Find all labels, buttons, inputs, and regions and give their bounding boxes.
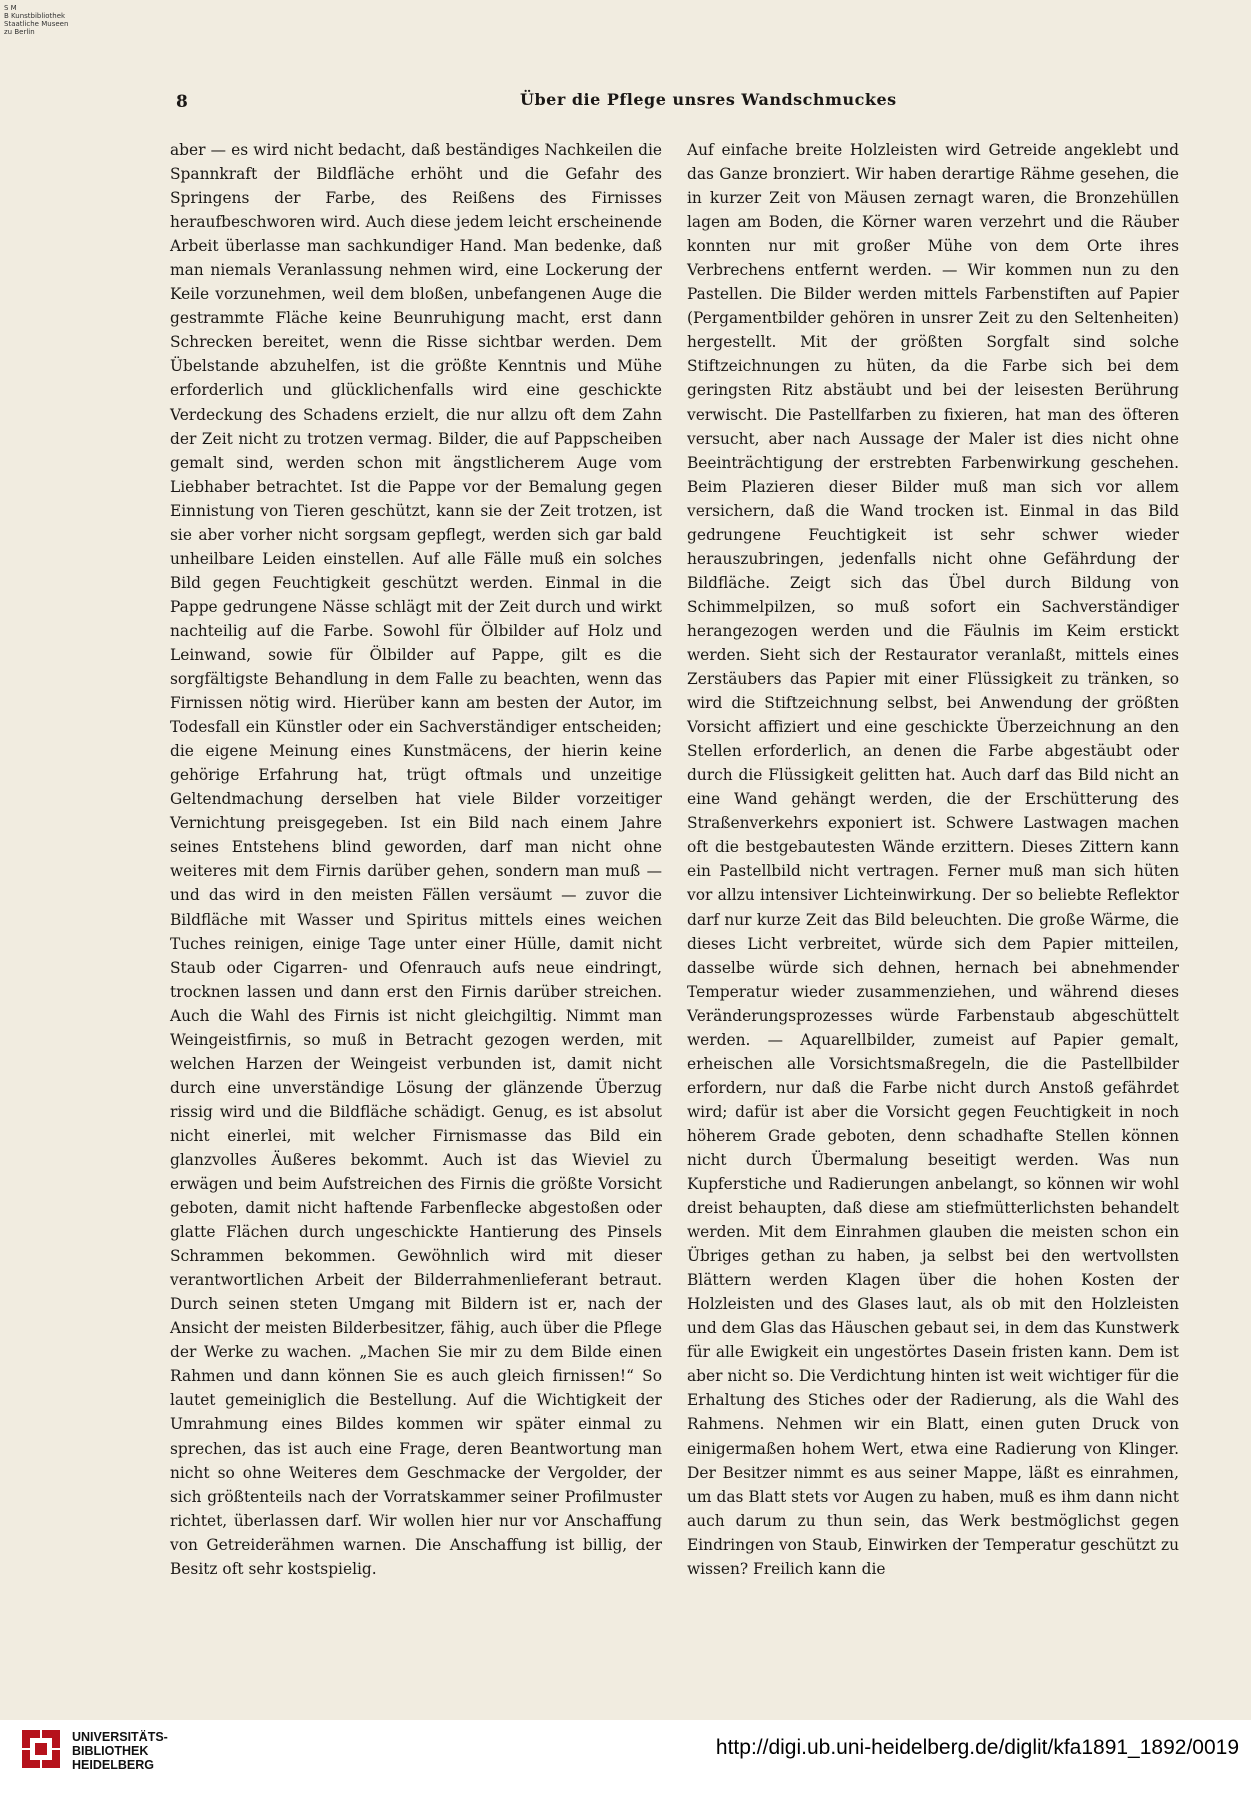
page-number: 8: [176, 92, 188, 112]
digitization-footer: [0, 1720, 1251, 1810]
library-name: UNIVERSITÄTS- BIBLIOTHEK HEIDELBERG: [72, 1730, 168, 1772]
museum-stamp: S M B Kunstbibliothek Staatliche Museen zu Berlin: [4, 4, 69, 36]
text-column-right: Auf einfache breite Holzleisten wird Getreide angeklebt und das Ganze bronziert. Wir haben derartige Rähme gesehen, die in kurzer Zeit von Mäusen zernagt waren, die Bronzehüllen lagen am Boden, die Körner waren verzehrt und die Räuber konnten nur mit großer Mühe von dem Orte ihres Verbrechens entfernt werden. — Wir kommen nun zu den Pastellen. Die Bilder werden mittels Farbenstiften auf Papier (Pergamentbilder gehören in unsrer Zeit zu den Seltenheiten) hergestellt. Mit der größten Sorgfalt sind solche Stiftzeichnungen zu hüten, da die Farbe sich bei dem geringsten Ritz abstäubt und bei der leisesten Berührung verwischt. Die Pastellfarben zu fixieren, hat man des öfteren versucht, aber nach Aussage der Maler ist dies nicht ohne Beeinträchtigung der erstrebten Farbenwirkung geschehen. Beim Plazieren dieser Bilder muß man sich vor allem versichern, daß die Wand trocken ist. Einmal in das Bild gedrungene Feuchtigkeit ist sehr schwer wieder herauszubringen, jedenfalls nicht ohne Gefährdung der Bildfläche. Zeigt sich das Übel durch Bildung von Schimmelpilzen, so muß sofort ein Sachverständiger herangezogen werden und die Fäulnis im Keim erstickt werden. Sieht sich der Restaurator veranlaßt, mittels eines Zerstäubers das Papier mit einer Flüssigkeit zu tränken, so wird die Stiftzeichnung selbst, bei Anwendung der größten Vorsicht affiziert und eine geschickte Überzeichnung an den Stellen erforderlich, an denen die Farbe abgestäubt oder durch die Flüssigkeit gelitten hat. Auch darf das Bild nicht an eine Wand gehängt werden, die der Erschütterung des Straßenverkehrs exponiert ist. Schwere Lastwagen machen oft die bestgebautesten Wände erzittern. Dieses Zittern kann ein Pastellbild nicht vertragen. Ferner muß man sich hüten vor allzu intensiver Lichteinwirkung. Der so beliebte Reflektor darf nur kurze Zeit das Bild beleuchten. Die große Wärme, die dieses Licht verbreitet, würde sich dem Papier mitteilen, dasselbe würde sich dehnen, hernach bei abnehmender Temperatur wieder zusammenziehen, und während dieses Veränderungsprozesses würde Farbenstaub abgeschüttelt werden. — Aquarellbilder, zumeist auf Papier gemalt, erheischen alle Vorsichtsmaßregeln, die die Pastellbilder erfordern, nur daß die Farbe nicht durch Anstoß gefährdet wird; dafür ist aber die Vorsicht gegen Feuchtigkeit in noch höherem Grade geboten, denn schadhafte Stellen können nicht durch Übermalung beseitigt werden. Was nun Kupferstiche und Radierungen anbelangt, so können wir wohl dreist behaupten, daß diese am stiefmütterlichsten behandelt werden. Mit dem Einrahmen glauben die meisten schon ein Übriges gethan zu haben, ja selbst bei den wertvollsten Blättern werden Klagen über die hohen Kosten der Holzleisten und des Glases laut, als ob mit den Holzleisten und dem Glas das Häuschen gebaut sei, in dem das Kunstwerk für alle Ewigkeit ein ungestörtes Dasein fristen kann. Dem ist aber nicht so. Die Verdichtung hinten ist weit wichtiger für die Erhaltung des Stiches oder der Radierung, als die Wahl des Rahmens. Nehmen wir ein Blatt, einen guten Druck von einigermaßen hohem Wert, etwa eine Radierung von Klinger. Der Besitzer nimmt es aus seiner Mappe, läßt es einrahmen, um das Blatt stets vor Augen zu haben, muß es ihm dann nicht auch darum zu thun sein, das Werk bestmöglichst gegen Eindringen von Staub, Einwirken der Temperatur geschützt zu wissen? Freilich kann die: [687, 141, 1179, 1578]
running-title: Über die Pflege unsres Wandschmuckes: [520, 90, 897, 109]
text-column-left: aber — es wird nicht bedacht, daß beständiges Nachkeilen die Spannkraft der Bildfläche erhöht und die Gefahr des Springens der Farbe, des Reißens des Firnisses heraufbeschworen wird. Auch diese jedem leicht erscheinende Arbeit überlasse man sachkundiger Hand. Man bedenke, daß man niemals Veranlassung nehmen wird, eine Lockerung der Keile vorzunehmen, weil dem bloßen, unbefangenen Auge die gestrammte Fläche keine Beunruhigung macht, erst dann Schrecken bereitet, wenn die Risse sichtbar werden. Dem Übelstande abzuhelfen, ist die größte Kenntnis und Mühe erforderlich und glücklichenfalls wird eine geschickte Verdeckung des Schadens erzielt, die nur allzu oft dem Zahn der Zeit nicht zu trotzen vermag. Bilder, die auf Pappscheiben gemalt sind, werden schon mit ängstlicherem Auge vom Liebhaber betrachtet. Ist die Pappe vor der Bemalung gegen Einnistung von Tieren geschützt, kann sie der Zeit trotzen, ist sie aber vorher nicht sorgsam gepflegt, werden sich gar bald unheilbare Leiden einstellen. Auf alle Fälle muß ein solches Bild gegen Feuchtigkeit geschützt werden. Einmal in die Pappe gedrungene Nässe schlägt mit der Zeit durch und wirkt nachteilig auf die Farbe. Sowohl für Ölbilder auf Holz und Leinwand, sowie für Ölbilder auf Pappe, gilt es die sorgfältigste Behandlung in dem Falle zu beachten, wenn das Firnissen nötig wird. Hierüber kann am besten der Autor, im Todesfall ein Künstler oder ein Sachverständiger entscheiden; die eigene Meinung eines Kunstmäcens, der hierin keine gehörige Erfahrung hat, trügt oftmals und unzeitige Geltendmachung derselben hat viele Bilder vorzeitiger Vernichtung preisgegeben. Ist ein Bild nach einem Jahre seines Entstehens blind geworden, darf man nicht ohne weiteres mit dem Firnis darüber gehen, sondern man muß — und das wird in den meisten Fällen versäumt — zuvor die Bildfläche mit Wasser und Spiritus mittels eines weichen Tuches reinigen, einige Tage unter einer Hülle, damit nicht Staub oder Cigarren- und Ofenrauch aufs neue eindringt, trocknen lassen und dann erst den Firnis darüber streichen. Auch die Wahl des Firnis ist nicht gleichgiltig. Nimmt man Weingeistfirnis, so muß in Betracht gezogen werden, mit welchen Harzen der Weingeist verbunden ist, damit nicht durch eine unverständige Lösung der glänzende Überzug rissig wird und die Bildfläche schädigt. Genug, es ist absolut nicht einerlei, mit welcher Firnismasse das Bild ein glanzvolles Äußeres bekommt. Auch ist das Wieviel zu erwägen und beim Aufstreichen des Firnis die größte Vorsicht geboten, damit nicht haftende Farbenflecke abgestoßen oder glatte Flächen durch ungeschickte Hantierung des Pinsels Schrammen bekommen. Gewöhnlich wird mit dieser verantwortlichen Arbeit der Bilderrahmenlieferant betraut. Durch seinen steten Umgang mit Bildern ist er, nach der Ansicht der meisten Bilderbesitzer, fähig, auch über die Pflege der Werke zu wachen. „Machen Sie mir zu dem Bilde einen Rahmen und dann können Sie es auch gleich firnissen!“ So lautet gemeiniglich die Bestellung. Auf die Wichtigkeit der Umrahmung eines Bildes kommen wir später einmal zu sprechen, das ist auch eine Frage, deren Beantwortung man nicht so ohne Weiteres dem Geschmacke der Vergolder, der sich größtenteils nach der Vorratskammer seiner Profilmuster richtet, überlassen darf. Wir wollen hier nur vor Anschaffung von Getreiderähmen warnen. Die Anschaffung ist billig, der Besitz oft sehr kostspielig.: [170, 141, 662, 1578]
source-url-link[interactable]: http://digi.ub.uni-heidelberg.de/diglit/kfa1891_1892/0019: [715, 1736, 1239, 1759]
university-logo-icon: [22, 1730, 60, 1768]
